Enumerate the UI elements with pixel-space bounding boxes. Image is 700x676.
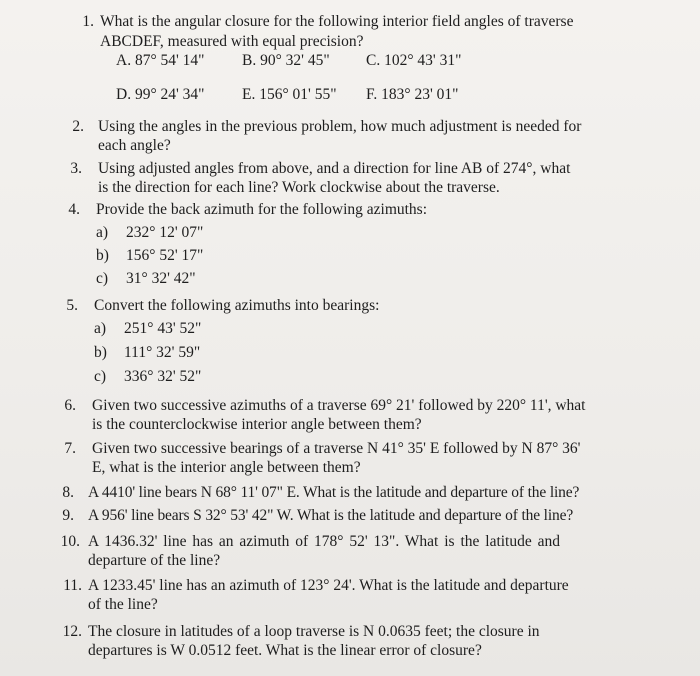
- question-number: 11.: [63, 577, 82, 594]
- question-line: Convert the following azimuths into bearings:: [94, 297, 380, 314]
- q5-item-a: [94, 318, 201, 339]
- question-number: 10.: [60, 533, 80, 550]
- question-number: 5.: [66, 297, 78, 314]
- question-line: departure of the line?: [88, 552, 221, 569]
- item-label: a): [94, 320, 107, 337]
- question-line: Using the angles in the previous problem, how much adjustment is needed for: [98, 118, 582, 135]
- question-number: 3.: [70, 160, 82, 177]
- question-line: A 4410' line bears N 68° 11' 07" E. What is the latitude and departure of the line?: [88, 484, 580, 501]
- angle-c: C. 102° 43' 31": [366, 52, 462, 69]
- question-line: A 956' line bears S 32° 53' 42" W. What is the latitude and departure of the line?: [88, 507, 574, 524]
- question-number: 1.: [82, 13, 94, 30]
- question-line: The closure in latitudes of a loop traverse is N 0.0635 feet; the closure in: [88, 623, 540, 640]
- question-number: 9.: [62, 507, 74, 524]
- question-line: Given two successive bearings of a traverse N 41° 35' E followed by N 87° 36': [92, 440, 581, 457]
- question-line: A 1436.32' line has an azimuth of 178° 52' 13". What is the latitude and: [88, 533, 560, 550]
- question-number: 4.: [68, 201, 80, 218]
- question-line: ABCDEF, measured with equal precision?: [100, 33, 364, 50]
- item-value: 251° 43' 52": [124, 320, 202, 337]
- angle-b: B. 90° 32' 45": [242, 52, 330, 69]
- item-label: b): [96, 247, 109, 264]
- question-line: What is the angular closure for the following interior field angles of traverse: [100, 13, 574, 30]
- item-value: 232° 12' 07": [126, 224, 204, 241]
- q4-item-a: [96, 222, 203, 243]
- q4-item-b: [96, 245, 203, 266]
- item-label: a): [96, 224, 109, 241]
- item-value: 31° 32' 42": [126, 270, 196, 287]
- angle-e: E. 156° 01' 55": [242, 86, 337, 103]
- question-number: 7.: [64, 440, 76, 457]
- question-line: E, what is the interior angle between them?: [92, 459, 361, 476]
- question-line: Using adjusted angles from above, and a direction for line AB of 274°, what: [98, 160, 571, 177]
- question-line: of the line?: [88, 596, 158, 613]
- question-number: 6.: [64, 397, 76, 414]
- item-value: 111° 32' 59": [124, 344, 201, 361]
- question-line: departures is W 0.0512 feet. What is the linear error of closure?: [88, 642, 482, 659]
- q4-item-c: [96, 268, 196, 289]
- q5-item-b: [94, 342, 200, 363]
- angle-f: F. 183° 23' 01": [366, 86, 459, 103]
- q5-item-c: [94, 366, 201, 387]
- angle-d: D. 99° 24' 34": [116, 86, 205, 103]
- question-line: A 1233.45' line has an azimuth of 123° 24'. What is the latitude and departure: [88, 577, 569, 594]
- item-label: b): [94, 344, 107, 361]
- question-line: is the counterclockwise interior angle between them?: [92, 416, 422, 433]
- question-line: Given two successive azimuths of a traverse 69° 21' followed by 220° 11', what: [92, 397, 586, 414]
- question-number: 12.: [62, 623, 82, 640]
- item-label: c): [94, 368, 107, 385]
- question-line: each angle?: [98, 137, 171, 154]
- item-label: c): [96, 270, 109, 287]
- item-value: 156° 52' 17": [126, 247, 204, 264]
- item-value: 336° 32' 52": [124, 368, 202, 385]
- question-number: 2.: [72, 118, 84, 135]
- question-line: Provide the back azimuth for the following azimuths:: [96, 201, 428, 218]
- question-number: 8.: [62, 484, 74, 501]
- question-line: is the direction for each line? Work clockwise about the traverse.: [98, 179, 500, 196]
- angle-a: A. 87° 54' 14": [116, 52, 205, 69]
